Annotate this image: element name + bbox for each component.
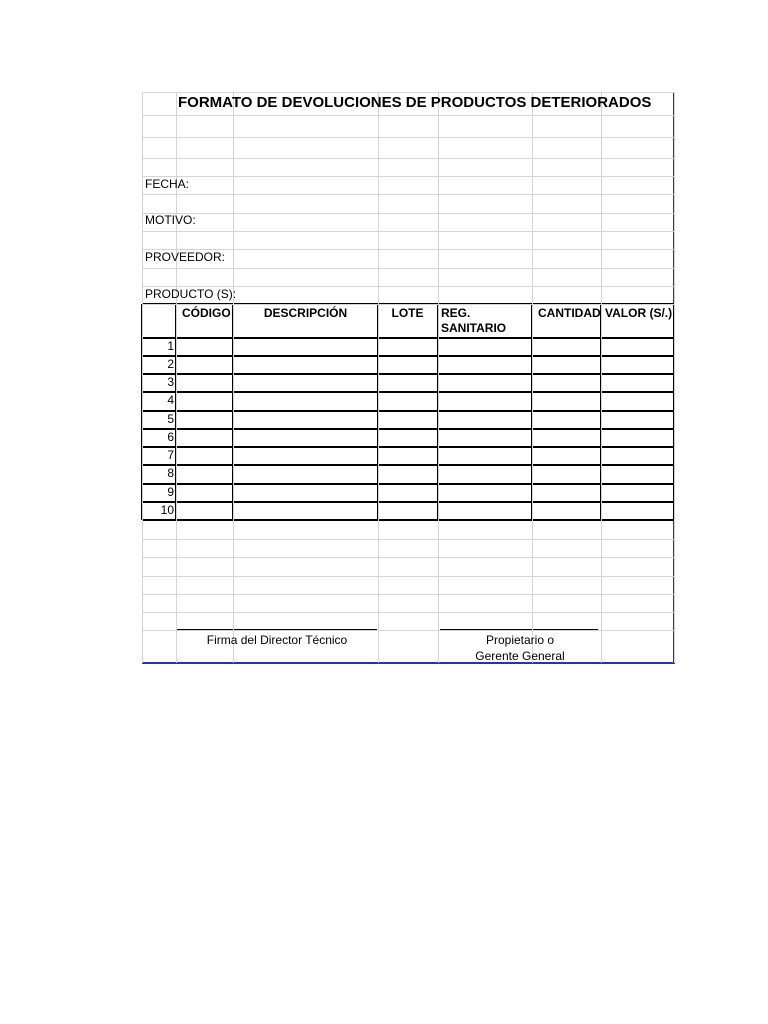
gridline-horizontal bbox=[142, 576, 674, 577]
row-number: 9 bbox=[167, 485, 174, 499]
header-reg-line2: SANITARIO bbox=[441, 321, 507, 335]
gridline-vertical bbox=[601, 92, 602, 663]
gridline-horizontal bbox=[142, 268, 674, 269]
gridline-vertical bbox=[438, 92, 439, 663]
owner-signature-line2: Gerente General bbox=[475, 649, 565, 663]
director-signature-label: Firma del Director Técnico bbox=[206, 633, 348, 647]
header-reg-line1: REG. bbox=[441, 306, 471, 320]
gridline-horizontal bbox=[142, 594, 674, 595]
row-number: 4 bbox=[167, 393, 174, 407]
gridline-horizontal bbox=[142, 557, 674, 558]
header-cantidad: CANTIDAD bbox=[538, 306, 601, 320]
header-valor: VALOR (S/.) bbox=[605, 306, 673, 320]
row-number: 8 bbox=[167, 466, 174, 480]
gridline-horizontal bbox=[142, 231, 674, 232]
document-title: FORMATO DE DEVOLUCIONES DE PRODUCTOS DETERIORADOS bbox=[178, 94, 652, 111]
gridline-horizontal bbox=[142, 213, 674, 214]
row-number: 7 bbox=[167, 448, 174, 462]
gridline-horizontal bbox=[142, 304, 674, 305]
row-number: 3 bbox=[167, 375, 174, 389]
row-number: 1 bbox=[167, 339, 174, 353]
table-border-horizontal bbox=[142, 446, 674, 448]
gridline-horizontal bbox=[142, 115, 674, 116]
header-lote: LOTE bbox=[391, 306, 424, 320]
proveedor-label: PROVEEDOR: bbox=[145, 250, 226, 264]
gridline-horizontal bbox=[142, 92, 674, 93]
table-border-horizontal bbox=[142, 501, 674, 503]
gridline-horizontal bbox=[142, 612, 674, 613]
table-border-horizontal bbox=[142, 428, 674, 430]
header-codigo: CÓDIGO bbox=[182, 306, 231, 320]
gridline-vertical bbox=[378, 92, 379, 663]
table-border-horizontal bbox=[142, 464, 674, 466]
gridline-horizontal bbox=[142, 158, 674, 159]
table-border-horizontal bbox=[142, 410, 674, 412]
gridline-horizontal bbox=[142, 539, 674, 540]
gridline-horizontal bbox=[142, 194, 674, 195]
gridline-horizontal bbox=[142, 137, 674, 138]
header-descripcion: DESCRIPCIÓN bbox=[263, 306, 348, 320]
owner-signature-line1: Propietario o bbox=[485, 633, 555, 647]
table-border-horizontal bbox=[142, 483, 674, 485]
fecha-label: FECHA: bbox=[145, 177, 190, 191]
gridline-horizontal bbox=[142, 176, 674, 177]
row-number: 6 bbox=[167, 430, 174, 444]
gridline-vertical bbox=[674, 92, 675, 663]
table-border-horizontal bbox=[142, 337, 674, 339]
table-border-horizontal bbox=[142, 519, 674, 521]
producto-label: PRODUCTO (S): bbox=[145, 287, 237, 301]
table-border-horizontal bbox=[142, 391, 674, 393]
row-number: 2 bbox=[167, 357, 174, 371]
gridline-horizontal bbox=[142, 630, 674, 631]
row-number: 5 bbox=[167, 412, 174, 426]
row-number: 10 bbox=[160, 503, 174, 517]
gridline-vertical bbox=[142, 92, 143, 663]
motivo-label: MOTIVO: bbox=[145, 213, 196, 227]
table-border-horizontal bbox=[142, 373, 674, 375]
table-border-horizontal bbox=[142, 355, 674, 357]
gridline-vertical bbox=[532, 92, 533, 663]
gridline-vertical bbox=[233, 92, 234, 663]
